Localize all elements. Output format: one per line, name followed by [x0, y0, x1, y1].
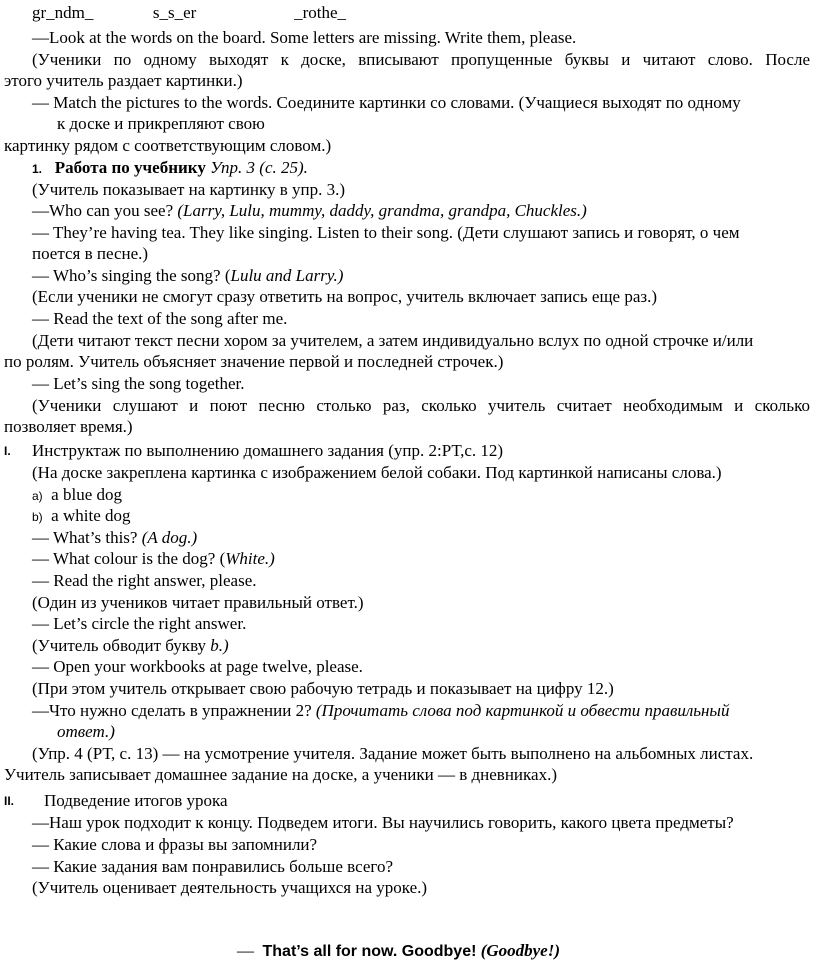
- note-children-read-b: по ролям. Учитель объясняет значение первой и последней строчек.): [4, 352, 504, 371]
- note-students-one-b: этого учитель раздает картинки.): [4, 71, 243, 90]
- note-teacher-evaluates: (Учитель оценивает деятельность учащихся на уроке.): [32, 878, 428, 897]
- question-colour: [32, 548, 275, 569]
- instruction-circle-right: — Let’s circle the right answer.: [32, 614, 247, 633]
- item-number: 1.: [32, 162, 43, 176]
- instruction-look-board: —Look at the words on the board. Some letters are missing. Write them, please.: [32, 28, 577, 47]
- note-students-listen-b: позволяет время.): [4, 417, 133, 436]
- note-exercise-4-b: Учитель записывает домашнее задание на доске, а ученики — в дневниках.): [4, 765, 557, 784]
- question-who-sing: [32, 265, 343, 286]
- option-letter: a): [32, 489, 43, 503]
- question-text: — What colour is the dog? (: [32, 549, 226, 568]
- option-b: [32, 505, 131, 528]
- instruction-match-b: к доске и прикрепляют свою: [57, 114, 265, 133]
- heading-title: Работа по учебнику: [54, 158, 206, 177]
- closing-goodbye: [237, 940, 560, 962]
- question-text: — What’s this?: [32, 528, 138, 547]
- closing-text: That’s all for now. Goodbye!: [262, 943, 477, 960]
- note-students-listen-a: (Ученики слушают и поют песню столько раз, сколько учитель считает необходимым и сколько: [32, 396, 810, 415]
- question-tasks-liked: — Какие задания вам понравились больше всего?: [32, 857, 394, 876]
- question-what-do: [32, 700, 729, 721]
- question-text: —Что нужно сделать в упражнении 2?: [32, 701, 312, 720]
- note-students-one-a: (Ученики по одному выходят к доске, вписывают пропущенные буквы и читают слово. После: [32, 50, 810, 69]
- note-text: (Учитель обводит букву: [32, 636, 211, 655]
- option-a: [32, 484, 122, 507]
- option-text: a white dog: [51, 506, 131, 525]
- note-teacher-circles: [32, 635, 229, 656]
- answer-text: (Larry, Lulu, mummy, daddy, grandma, grandpa, Chuckles.): [177, 201, 587, 220]
- closing-dash: —: [237, 941, 254, 960]
- note-one-reads: (Один из учеников читает правильный ответ.): [32, 593, 364, 612]
- answer-text: (A dog.): [141, 528, 198, 547]
- answer-text: Lulu and Larry.): [230, 266, 344, 285]
- instruction-open-workbooks: — Open your workbooks at page twelve, please.: [32, 657, 363, 676]
- section-number-1: I.: [4, 444, 11, 458]
- note-children-read-a: (Дети читают текст песни хором за учителем, а затем индивидуально вслух по одной строчке и/или: [32, 331, 754, 350]
- section-title-summary: Подведение итогов урока: [44, 791, 228, 810]
- option-letter: b): [32, 510, 43, 524]
- answer-text: White.): [225, 549, 275, 568]
- instruction-lets-sing: — Let’s sing the song together.: [32, 374, 245, 393]
- note-exercise-4-a: (Упр. 4 (РТ, с. 13) — на усмотрение учителя. Задание может быть выполнено на альбомных листах.: [32, 744, 754, 763]
- answer-continuation: ответ.): [57, 722, 115, 741]
- note-teacher-opens: (При этом учитель открывает свою рабочую тетрадь и показывает на цифру 12.): [32, 679, 614, 698]
- note-if-students: (Если ученики не смогут сразу ответить на вопрос, учитель включает запись еще раз.): [32, 287, 658, 306]
- closing-reply: (Goodbye!): [480, 941, 560, 960]
- question-text: — Who’s singing the song? (: [32, 266, 231, 285]
- textbook-work-heading: [32, 157, 308, 180]
- note-teacher-shows: (Учитель показывает на картинку в упр. 3.): [32, 180, 346, 199]
- answer-text: (Прочитать слова под картинкой и обвести правильный: [315, 701, 730, 720]
- instruction-read-right: — Read the right answer, please.: [32, 571, 257, 590]
- instruction-tea-a: — They’re having tea. They like singing. Listen to their song. (Дети слушают запись и говорят, о чем: [32, 223, 740, 242]
- instruction-tea-b: поется в песне.): [32, 244, 149, 263]
- heading-reference: Упр. 3 (с. 25).: [210, 158, 308, 177]
- option-text: a blue dog: [51, 485, 122, 504]
- note-board-picture: (На доске закреплена картинка с изображением белой собаки. Под картинкой написаны слова.): [32, 463, 722, 482]
- note-letter: b.): [210, 636, 229, 655]
- instruction-read-text: — Read the text of the song after me.: [32, 309, 288, 328]
- question-lesson-end: —Наш урок подходит к концу. Подведем итоги. Вы научились говорить, какого цвета предметы?: [32, 813, 734, 832]
- question-whats-this: [32, 527, 197, 548]
- section-number-2: II.: [4, 794, 15, 808]
- instruction-match-c: картинку рядом с соответствующим словом.): [4, 136, 332, 155]
- question-who-see: [32, 200, 587, 221]
- missing-letters-words: gr_ndm_ s_s_er _rothe_: [32, 3, 347, 22]
- question-text: —Who can you see?: [32, 201, 174, 220]
- instruction-match-a: — Match the pictures to the words. Соедините картинки со словами. (Учащиеся выходят по одному: [32, 93, 741, 112]
- question-words-remember: — Какие слова и фразы вы запомнили?: [32, 835, 318, 854]
- section-title-homework: Инструктаж по выполнению домашнего задания (упр. 2:РТ,с. 12): [32, 441, 504, 460]
